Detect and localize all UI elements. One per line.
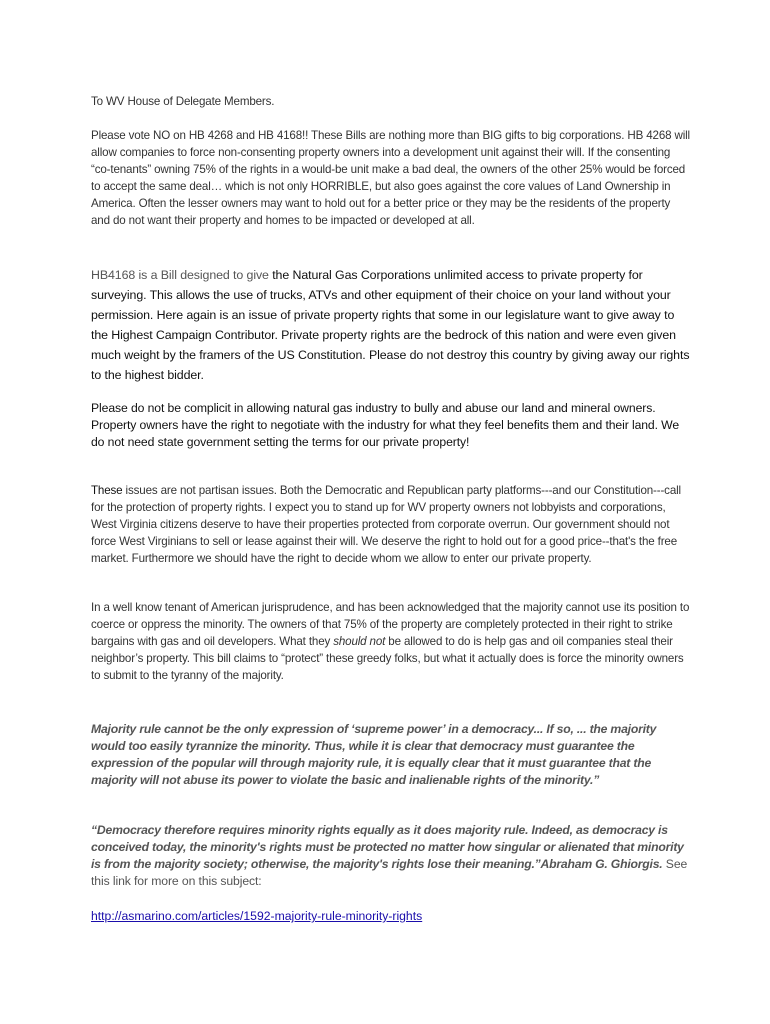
- source-link[interactable]: http://asmarino.com/articles/1592-majority-rule-minority-rights: [91, 909, 423, 923]
- paragraph-jurisprudence: [91, 600, 691, 685]
- paragraph-hb4168-lead: HB4168 is a Bill designed to give: [91, 268, 273, 282]
- paragraph-partisan: [91, 483, 691, 568]
- paragraph-jurisprudence-a: In a well know tenant of American jurisprudence, and has been acknowledged that the majority cannot use its position to coerce or oppress the minority. The owners of that 75% of the property are completely protected in their right to strike bargains with gas and oil developers. What they: [91, 601, 690, 648]
- see-link-note: See this link for more on this subject:: [91, 856, 688, 888]
- quote-minority-rights: [91, 822, 691, 890]
- quote-majority-rule: Majority rule cannot be the only expression of ‘supreme power’ in a democracy... If so, ... the majority would too easily tyrannize the minority. Thus, while it is clear that democracy must guarantee the expression of the popular will through majority rule, it is equally clear that it must guarantee that the majority will not abuse its power to violate the basic and inalienable rights of the minority.”: [91, 722, 657, 787]
- quote-minority-rights-text: “Democracy therefore requires minority rights equally as it does majority rule. Indeed, as democracy is conceived today, the minority's rights must be protected no matter how singular or alienated that minority is from the majority society; otherwise, the majority's rights lose their meaning.”Abraham G. Ghiorgis.: [91, 823, 684, 871]
- link-paragraph: [91, 907, 691, 925]
- paragraph-jurisprudence-b: be allowed to do is help gas and oil companies steal their neighbor’s property. This bill claims to “protect” these greedy folks, but what it actually does is force the minority owners to submit to the tyranny of the majority.: [91, 634, 684, 682]
- paragraph-complicit: Please do not be complicit in allowing natural gas industry to bully and abuse our land and mineral owners. Property owners have the right to negotiate with the industry for what they feel benefits them and their land. We do not need state government setting the terms for our private property!: [91, 401, 680, 449]
- salutation: To WV House of Delegate Members.: [91, 95, 275, 108]
- paragraph-jurisprudence-emphasis: should not: [333, 634, 386, 648]
- paragraph-hb4168-body: the Natural Gas Corporations unlimited access to private property for surveying. This allows the use of trucks, ATVs and other equipment of their choice on your land without your permission. Here again is an issue of private property rights that some in our legislature want to give away to the Highest Campaign Contributor. Private property rights are the bedrock of this nation and were even given much weight by the framers of the US Constitution. Please do not destroy this country by giving away our rights to the highest bidder.: [91, 268, 690, 382]
- paragraph-hb4268: Please vote NO on HB 4268 and HB 4168!! These Bills are nothing more than BIG gifts to big corporations. HB 4268 will allow companies to force non-consenting property owners into a development unit against their will. If the consenting “co-tenants” owning 75% of the rights in a would-be unit make a bad deal, the owners of the other 25% would be forced to accept the same deal… which is not only HORRIBLE, but also goes against the core values of Land Ownership in America. Often the lesser owners may want to hold out for a better price or they may be the residents of the property and do not want their property and homes to be impacted or developed at all.: [91, 129, 690, 227]
- paragraph-partisan-lead: These: [91, 484, 123, 497]
- paragraph-partisan-body: issues are not partisan issues. Both the Democratic and Republican party platforms---and our Constitution---call for the protection of property rights. I expect you to stand up for WV property owners not lobbyists and corporations, West Virginia citizens deserve to have their properties protected from corporate overrun. Our government should not force West Virginians to sell or lease against their will. We deserve the right to hold out for a good price--that's the free market. Furthermore we should have the right to decide whom we allow to enter our private property.: [91, 484, 681, 565]
- paragraph-hb4168: [91, 265, 691, 385]
